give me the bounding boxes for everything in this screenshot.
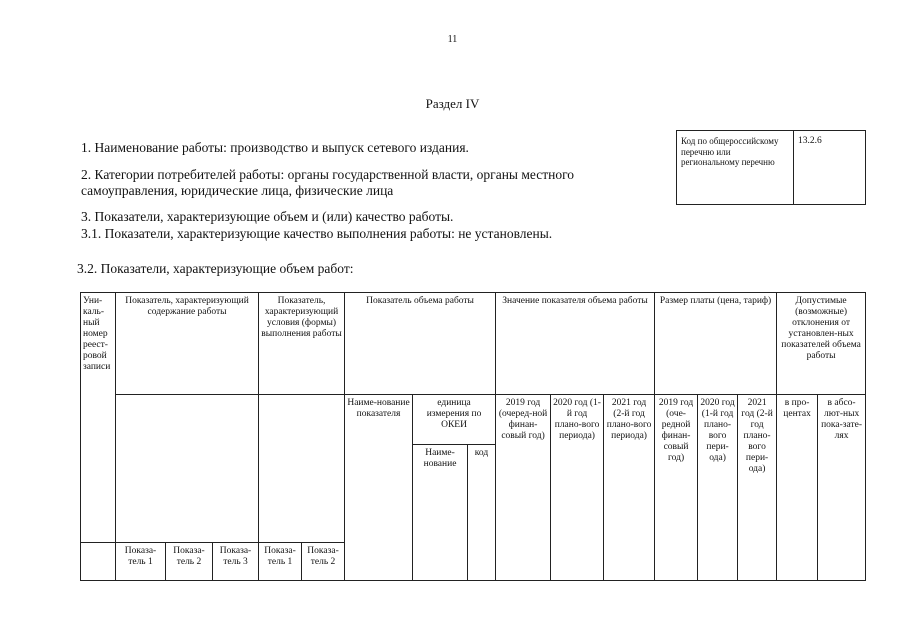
volume-value-header: Значение показателя объема работы [496, 293, 655, 395]
work-name-line: 1. Наименование работы: производство и выпуск сетевого издания. [81, 140, 469, 155]
content-indicator-1-header: Показа-тель 1 [116, 543, 166, 581]
section-title: Раздел IV [425, 96, 480, 111]
content-indicator-header: Показатель, характеризующий содержание работы [116, 293, 259, 395]
unique-record-number-blank [81, 543, 116, 581]
conditions-indicator-2-header: Показа-тель 2 [302, 543, 345, 581]
registry-code-box [676, 130, 866, 205]
indicator-name-header: Наиме-нование показателя [345, 395, 413, 581]
unique-record-number-header: Уни-каль-ный номер реест-ровой записи [81, 293, 116, 543]
unit-code-header: код [468, 445, 496, 581]
volume-indicators-table [80, 292, 866, 581]
fee-header: Размер платы (цена, тариф) [655, 293, 777, 395]
consumer-categories-line: 2. Категории потребителей работы: органы государственной власти, органы местного самоуправления, юридические лица, физические лица [81, 167, 575, 198]
volume-indicator-header: Показатель объема работы [345, 293, 496, 395]
fee-2020-header: 2020 год (1-й год плано-вого пери-ода) [698, 395, 738, 581]
value-2021-header: 2021 год (2-й год плано-вого периода) [604, 395, 655, 581]
value-2020-header: 2020 год (1-й год плано-вого периода) [551, 395, 604, 581]
deviation-percent-header: в про-центах [777, 395, 818, 581]
allowed-deviation-header: Допустимые (возможные) отклонения от установлен-ных показателей объема работы [777, 293, 866, 395]
okei-unit-header: единица измерения по ОКЕИ [413, 395, 496, 445]
conditions-indicator-blank [259, 395, 345, 543]
indicators-heading: 3. Показатели, характеризующие объем и (или) качество работы. [81, 209, 454, 224]
value-2019-header: 2019 год (очеред-ной финан-совый год) [496, 395, 551, 581]
content-indicator-blank [116, 395, 259, 543]
volume-indicators-heading: 3.2. Показатели, характеризующие объем работ: [77, 261, 354, 276]
conditions-indicator-1-header: Показа-тель 1 [259, 543, 302, 581]
content-indicator-2-header: Показа-тель 2 [166, 543, 213, 581]
fee-2019-header: 2019 год (оче-редной финан-совый год) [655, 395, 698, 581]
registry-code-label: Код по общероссийскому перечню или региональному перечню [677, 131, 794, 204]
unit-name-header: Наиме-нование [413, 445, 468, 581]
fee-2021-header: 2021 год (2-й год плано-вого пери-ода) [738, 395, 777, 581]
content-indicator-3-header: Показа-тель 3 [213, 543, 259, 581]
deviation-absolute-header: в абсо-лют-ных пока-зате-лях [818, 395, 866, 581]
quality-indicators-line: 3.1. Показатели, характеризующие качество выполнения работы: не установлены. [81, 226, 553, 241]
conditions-indicator-header: Показатель, характеризующий условия (формы) выполнения работы [259, 293, 345, 395]
registry-code-value: 13.2.6 [798, 136, 822, 146]
page-number: 11 [447, 34, 458, 45]
